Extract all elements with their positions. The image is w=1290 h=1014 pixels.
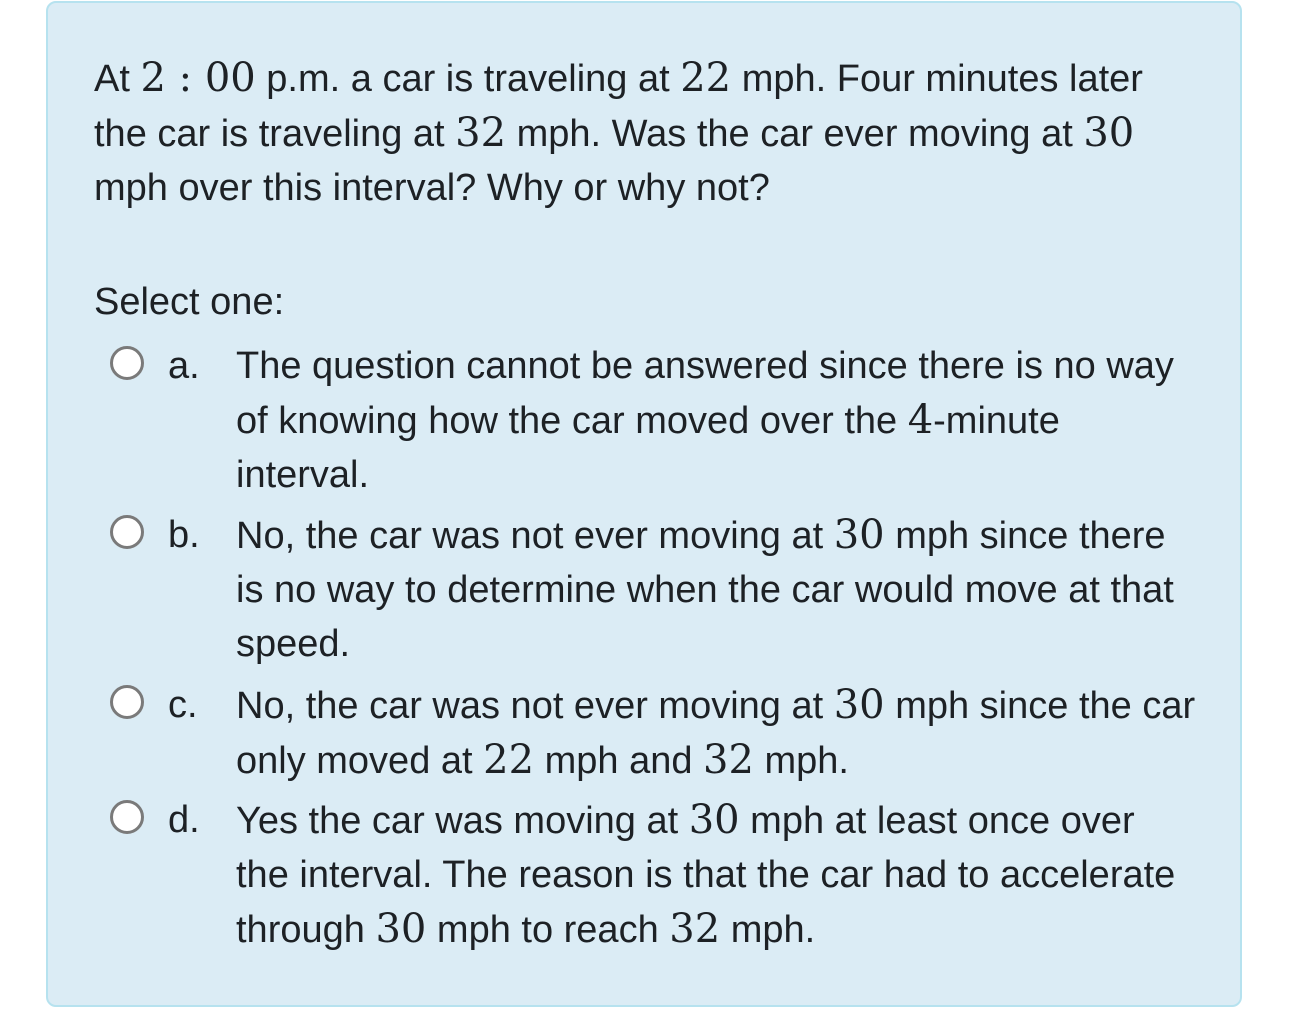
- option-text-c[interactable]: [236, 678, 1196, 788]
- question-card: [46, 1, 1242, 1007]
- question-text: [94, 51, 1204, 215]
- radio-button-a[interactable]: [110, 346, 144, 380]
- math-time: 2 : 00: [140, 55, 256, 101]
- option-text-part: mph and: [534, 740, 704, 782]
- select-one-prompt: Select one:: [94, 281, 285, 323]
- option-text-part: mph.: [753, 740, 849, 782]
- question-text-part: p.m. a car is traveling at: [255, 58, 681, 100]
- math-number: 22: [483, 737, 535, 783]
- math-number: 32: [703, 737, 754, 783]
- math-speed: 30: [1083, 110, 1135, 156]
- question-text-part: mph. Was the car ever moving at: [506, 113, 1084, 155]
- question-text-part: mph over this interval? Why or why not?: [94, 167, 770, 209]
- option-text-part: mph since the car only moved at: [236, 685, 1196, 782]
- option-text-part: The question cannot be answered since there is no way of knowing how the car moved over the: [236, 345, 1174, 442]
- radio-button-c[interactable]: [110, 685, 144, 719]
- option-text-part: -minute interval.: [236, 400, 1060, 496]
- math-speed: 22: [680, 55, 732, 101]
- option-text-b[interactable]: [236, 508, 1196, 671]
- option-letter-c: c.: [168, 684, 198, 726]
- math-number: 30: [833, 512, 885, 558]
- option-text-part: No, the car was not ever moving at: [236, 685, 834, 727]
- option-letter-a: a.: [168, 345, 200, 387]
- math-number: 4: [907, 397, 934, 443]
- option-text-part: mph since there is no way to determine when the car would move at that speed.: [236, 515, 1174, 665]
- option-text-d[interactable]: [236, 793, 1196, 957]
- math-number: 32: [669, 906, 721, 952]
- math-speed: 32: [455, 110, 507, 156]
- option-text-part: mph to reach: [426, 909, 670, 951]
- radio-button-d[interactable]: [110, 800, 144, 834]
- option-letter-b: b.: [168, 514, 200, 556]
- radio-button-b[interactable]: [110, 515, 144, 549]
- question-text-part: At: [94, 58, 141, 100]
- math-number: 30: [688, 797, 740, 843]
- option-text-part: mph.: [720, 909, 816, 951]
- question-text-part: mph. Four minutes later the car is traveling at: [94, 58, 1143, 155]
- math-number: 30: [833, 682, 885, 728]
- option-text-part: No, the car was not ever moving at: [236, 515, 834, 557]
- option-text-part: Yes the car was moving at: [236, 800, 689, 842]
- option-text-part: mph at least once over the interval. The reason is that the car had to accelerate through: [236, 800, 1176, 951]
- math-number: 30: [375, 906, 427, 952]
- option-text-a[interactable]: [236, 339, 1196, 502]
- option-letter-d: d.: [168, 799, 200, 841]
